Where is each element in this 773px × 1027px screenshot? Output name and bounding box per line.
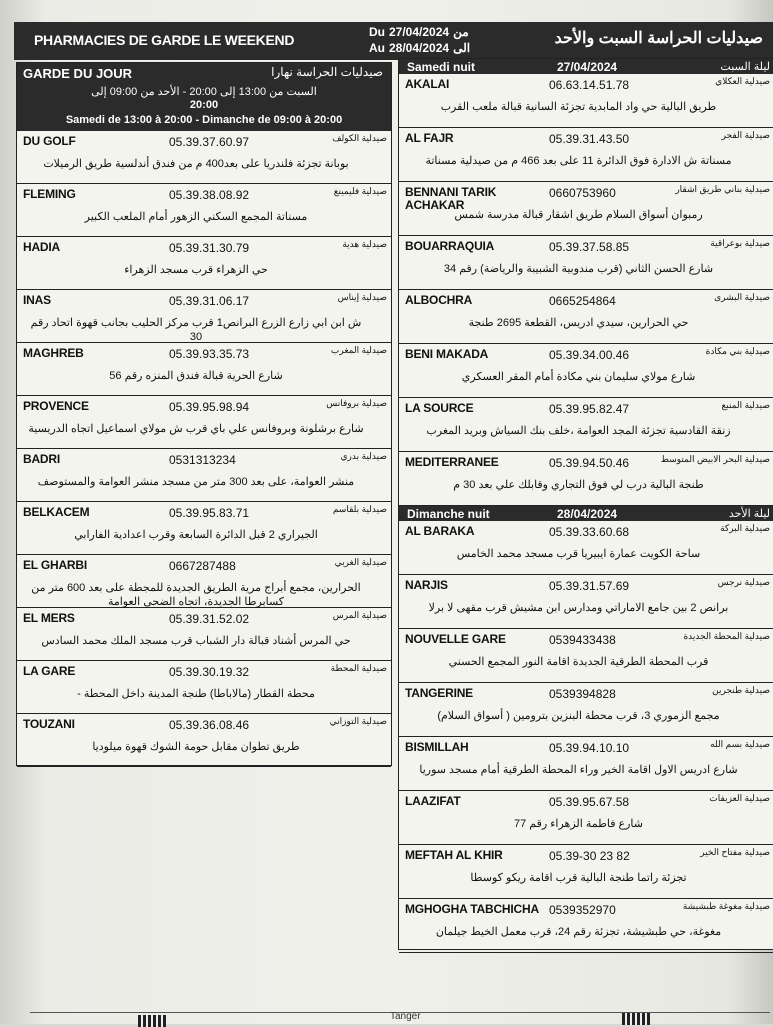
pharmacy-address: زنقة القادسية تجزئة المجد العوامة ،خلف بنك السياش وبريد المغرب: [426, 425, 731, 437]
pharmacy-phone: 05.39.31.52.02: [169, 612, 250, 626]
pharmacy-name-ar: صيدلية هدية: [342, 239, 387, 249]
pharmacy-address: حي الحرارين، سيدي ادريس، القطعة 2695 طنجة: [468, 317, 689, 329]
pharmacy-entry: [399, 290, 773, 344]
pharmacy-address: مسناتة المجمع السكني الزهور أمام الملعب الكبير: [84, 211, 308, 223]
pharmacy-entry: [399, 899, 773, 953]
pharmacy-entry: [399, 452, 773, 506]
pharmacy-address: رمبوان أسواق السلام طريق اشقار قبالة مدرسة شمس: [454, 209, 703, 221]
pharmacy-name-ar: صيدلية المحطة الجديدة: [683, 631, 770, 641]
pharmacy-entry: [17, 343, 391, 396]
pharmacy-name: AL FAJR: [405, 131, 454, 145]
pharmacy-name-ar: صيدلية فليمينغ: [333, 186, 387, 196]
garde-hours-fr: Samedi de 13:00 à 20:00 - Dimanche de 09:00 à 20:00: [65, 114, 343, 126]
pharmacy-phone: 05.39.31.43.50: [549, 132, 630, 146]
pharmacy-address: شارع الحسن الثاني (قرب مندوبية الشبيبة والرياضة) رقم 34: [443, 263, 714, 275]
pharmacy-entry: [399, 791, 773, 845]
pharmacy-name-ar: صيدلية العزيفات: [709, 793, 770, 803]
pharmacy-phone: 0539352970: [549, 903, 616, 917]
samedi-nuit-date: 27/04/2024: [557, 60, 618, 74]
pharmacy-entry: [17, 502, 391, 555]
dimanche-nuit-date: 28/04/2024: [557, 507, 618, 521]
pharmacy-name-ar: صيدلية البحر الابيض المتوسط: [660, 454, 770, 464]
pharmacy-name: BENI MAKADA: [405, 347, 489, 361]
pharmacy-name: HADIA: [23, 240, 60, 254]
pharmacy-name: INAS: [23, 293, 51, 307]
dimanche-nuit-title: Dimanche nuit: [407, 507, 490, 521]
pharmacy-name: ALBOCHRA: [405, 293, 473, 307]
pharmacy-name: LA GARE: [23, 664, 76, 678]
pharmacy-name-ar: صيدلية البركة: [720, 523, 770, 533]
qr-code-icon: [622, 1013, 650, 1025]
pharmacy-phone: 05.39.95.67.58: [549, 795, 630, 809]
page-footer: [30, 1012, 770, 1025]
pharmacy-phone: 05.39.95.98.94: [169, 400, 250, 414]
pharmacy-entry: [17, 131, 391, 184]
pharmacy-entry: [17, 237, 391, 290]
pharmacy-name: EL GHARBI: [23, 558, 87, 572]
garde-hours-ar-end: 20:00: [189, 99, 219, 111]
pharmacy-address: مجمع الزموري 3، قرب محطة البنزين بترومين ( أسواق السلام): [437, 710, 720, 722]
garde-hours-ar: السبت من 13:00 إلى 20:00 - الأحد من 09:00 إلى: [91, 86, 317, 98]
pharmacy-entry: [399, 236, 773, 290]
pharmacy-phone: 05.39.31.30.79: [169, 241, 250, 255]
pharmacy-address: الحرارين، مجمع أبراج مرية الطريق الجديدة للمجطة على بعد 600 متر من كسابرطا الجديدة، اتجاه الضحى العوامة: [31, 582, 361, 608]
pharmacy-address: حي المرس أشناد قبالة دار الشباب قرب مسجد الملك محمد السادس: [41, 635, 351, 647]
pharmacy-name-ar: صيدلية بناني طريق اشقار: [675, 184, 770, 194]
pharmacy-name-ar: صيدلية طنجرين: [712, 685, 770, 695]
pharmacy-name: TOUZANI: [23, 717, 75, 731]
pharmacy-phone: 0539394828: [549, 687, 616, 701]
pharmacy-entry: [17, 661, 391, 714]
pharmacy-phone: 05.39.37.58.85: [549, 240, 630, 254]
du-label: Du: [369, 25, 385, 39]
samedi-nuit-title-ar: ليلة السبت: [720, 61, 770, 73]
samedi-nuit-header: [399, 59, 773, 74]
pharmacy-phone: 05.39.37.60.97: [169, 135, 250, 149]
header-dates: [369, 24, 470, 56]
pharmacy-name-ar: صيدلية بروفانس: [326, 398, 387, 408]
dimanche-nuit-list: [399, 521, 773, 953]
header-title-ar: صيدليات الحراسة السبت والأحد: [554, 30, 763, 47]
pharmacy-name-ar: صيدلية الغربي: [334, 557, 387, 567]
pharmacy-address: الجيراري 2 قبل الدائرة السابعة وقرب اعدادية الفارابي: [74, 529, 318, 541]
pharmacy-phone: 05.39.30.19.32: [169, 665, 250, 679]
pharmacy-name: EL MERS: [23, 611, 75, 625]
pharmacy-name: MGHOGHA TABCHICHA: [405, 902, 539, 916]
pharmacy-entry: [399, 845, 773, 899]
pharmacy-phone: 05.39.94.50.46: [549, 456, 630, 470]
pharmacy-name-ar: صيدلية المنبع: [721, 400, 770, 410]
pharmacy-name-ar: صيدلية البشرى: [714, 292, 770, 302]
page-header: [14, 22, 773, 60]
pharmacy-phone: 05.39-30 23 82: [549, 849, 630, 863]
pharmacy-address: مسناتة ش الادارة فوق الدائرة 11 على بعد 466 م من صيدلية مسناتة: [425, 155, 732, 167]
pharmacy-name-ar: صيدلية نرجس: [717, 577, 770, 587]
du-date: 27/04/2024: [389, 25, 450, 39]
pharmacy-entry: [17, 555, 391, 608]
pharmacy-name-ar: صيدلية بوعراقية: [710, 238, 770, 248]
samedi-nuit-list: [399, 74, 773, 506]
du-ar: من: [453, 25, 469, 39]
garde-du-jour-title-ar: صيدليات الحراسة نهارا: [271, 65, 383, 79]
pharmacy-entry: [17, 449, 391, 502]
pharmacy-address: شارع ادريس الاول اقامة الخير وراء المحطة الطرقية أمام مسجد سوريا: [419, 764, 738, 776]
garde-du-jour-header: [17, 63, 391, 131]
pharmacy-address: ش ابن ابي زارع الزرع البرانص1 قرب مركز الحليب بجانب قهوة اتحاد رقم 30: [30, 317, 362, 343]
pharmacy-phone: 05.39.93.35.73: [169, 347, 250, 361]
pharmacy-phone: 05.39.95.83.71: [169, 506, 250, 520]
pharmacy-phone: 0531313234: [169, 453, 236, 467]
pharmacy-phone: 05.39.94.10.10: [549, 741, 630, 755]
pharmacy-name: BELKACEM: [23, 505, 90, 519]
pharmacy-entry: [399, 575, 773, 629]
pharmacy-name-ar: صيدلية الفجر: [721, 130, 770, 140]
pharmacy-name: LAAZIFAT: [405, 794, 461, 808]
pharmacy-phone: 05.39.33.60.68: [549, 525, 630, 539]
pharmacy-name-ar: صيدلية الكولف: [332, 133, 387, 143]
pharmacy-name: LA SOURCE: [405, 401, 474, 415]
pharmacy-name: NOUVELLE GARE: [405, 632, 506, 646]
pharmacy-entry: [399, 629, 773, 683]
pharmacy-name: BISMILLAH: [405, 740, 469, 754]
pharmacy-phone: 0665254864: [549, 294, 616, 308]
pharmacy-entry: [399, 182, 773, 236]
pharmacy-entry: [399, 521, 773, 575]
pharmacy-address: ساحة الكويت عمارة ايبيريا قرب مسجد محمد الخامس: [456, 548, 701, 560]
pharmacy-name-ar: صيدلية العكلاي: [715, 76, 770, 86]
pharmacy-name: MEFTAH AL KHIR: [405, 848, 503, 862]
pharmacy-phone: 06.63.14.51.78: [549, 78, 630, 92]
pharmacy-name-ar: صيدلية المحطة: [330, 663, 387, 673]
pharmacy-name: BOUARRAQUIA: [405, 239, 495, 253]
dimanche-nuit-title-ar: ليلة الأحد: [728, 508, 770, 520]
pharmacy-name-ar: صيدلية بسم الله: [710, 739, 770, 749]
pharmacy-entry: [399, 128, 773, 182]
pharmacy-name: BENNANI TARIK ACHAKAR: [405, 185, 497, 212]
pharmacy-address: شارع مولاي سليمان بني مكادة أمام المقر العسكري: [461, 371, 696, 383]
footer-text: Tanger: [390, 1011, 421, 1022]
pharmacy-name-ar: صيدلية التوزاني: [329, 716, 387, 726]
pharmacy-address: محطة القطار (مالاباطا) طنجة المدينة داخل المحطة -: [77, 688, 315, 700]
pharmacy-name: AL BARAKA: [405, 524, 475, 538]
pharmacy-name: DU GOLF: [23, 134, 76, 148]
pharmacy-name: BADRI: [23, 452, 60, 466]
pharmacy-entry: [17, 608, 391, 661]
pharmacy-name: TANGERINE: [405, 686, 473, 700]
pharmacy-address: قرب المحطة الطرقية الجديدة اقامة النور المجمع الحسني: [448, 656, 709, 668]
pharmacy-name-ar: صيدلية بدري: [340, 451, 387, 461]
pharmacy-name-ar: صيدلية المغرب: [330, 345, 387, 355]
pharmacy-phone: 05.39.31.57.69: [549, 579, 630, 593]
pharmacy-address: بوبانة تجزئة فلندريا على بعد400 م من فندق أندلسية طريق الرميلات: [43, 158, 349, 170]
pharmacy-name-ar: صيدلية بلقاسم: [332, 504, 387, 514]
pharmacy-phone: 0660753960: [549, 186, 616, 200]
dimanche-nuit-header: [399, 506, 773, 521]
pharmacy-phone: 05.39.34.00.46: [549, 348, 630, 362]
pharmacy-entry: [399, 74, 773, 128]
pharmacy-address: حي الزهراء قرب مسجد الزهراء: [124, 264, 268, 276]
au-label: Au: [369, 41, 385, 55]
pharmacy-phone: 05.39.31.06.17: [169, 294, 250, 308]
pharmacy-phone: 05.39.36.08.46: [169, 718, 250, 732]
pharmacy-name: MAGHREB: [23, 346, 84, 360]
pharmacy-phone: 0539433438: [549, 633, 616, 647]
garde-du-jour-column: [16, 62, 392, 766]
pharmacy-entry: [399, 398, 773, 452]
pharmacy-phone: 05.39.38.08.92: [169, 188, 250, 202]
pharmacy-address: شارع الحرية قبالة فندق المنزه رقم 56: [109, 370, 283, 382]
pharmacy-name: PROVENCE: [23, 399, 89, 413]
pharmacy-address: منشر العوامة، على بعد 300 متر من مسجد منشر العوامة والمستوصف: [37, 476, 355, 488]
pharmacy-address: طريق تطوان مقابل حومة الشوك قهوة ميلوديا: [92, 741, 300, 753]
pharmacy-address: طريق البالية حي واد المابدية تجزئة السانية قبالة ملعب القرب: [440, 101, 717, 113]
pharmacy-entry: [17, 714, 391, 767]
pharmacy-address: طنجة البالية درب لي فوق التجاري وقابلك علي بعد 30 م: [453, 479, 704, 491]
pharmacy-entry: [17, 290, 391, 343]
pharmacy-name: MEDITERRANEE: [405, 455, 499, 469]
nuit-column: [398, 58, 773, 950]
pharmacy-address: شارع فاطمة الزهراء رقم 77: [513, 818, 643, 830]
qr-code-icon: [138, 1015, 166, 1027]
pharmacy-name-ar: صيدلية المرس: [332, 610, 387, 620]
pharmacy-name: AKALAI: [405, 77, 450, 91]
pharmacy-name-ar: صيدلية إيناس: [337, 292, 387, 302]
pharmacy-phone: 0667287488: [169, 559, 236, 573]
pharmacy-name-ar: صيدلية بني مكادة: [705, 346, 770, 356]
pharmacy-entry: [399, 344, 773, 398]
pharmacy-name: NARJIS: [405, 578, 448, 592]
pharmacy-entry: [399, 683, 773, 737]
header-title-fr: PHARMACIES DE GARDE LE WEEKEND: [34, 32, 295, 48]
pharmacy-name-ar: صيدلية مفتاح الخير: [700, 847, 770, 857]
pharmacy-phone: 05.39.95.82.47: [549, 402, 630, 416]
pharmacy-entry: [17, 396, 391, 449]
pharmacy-entry: [399, 737, 773, 791]
pharmacy-address: تجزئة راتما طنجة البالية قرب اقامة ريكو كوسطا: [470, 872, 687, 884]
pharmacy-address: شارع برشلونة وبروفانس علي باي قرب ش مولاي اسماعيل اتجاه الدريسية: [28, 423, 364, 435]
au-date: 28/04/2024: [389, 41, 450, 55]
pharmacy-name: FLEMING: [23, 187, 76, 201]
pharmacy-address: برانص 2 بين جامع الاماراتي ومدارس ابن مشيش قرب مقهى لا برلا: [428, 602, 729, 614]
garde-du-jour-title: GARDE DU JOUR: [23, 66, 133, 81]
garde-du-jour-list: [17, 131, 391, 767]
au-ar: الى: [453, 41, 471, 55]
samedi-nuit-title: Samedi nuit: [407, 60, 476, 74]
pharmacy-address: مغوغة، حي طبشيشة، تجزئة رقم 24، قرب معمل الخيط جيلمان: [435, 926, 722, 938]
pharmacy-name-ar: صيدلية مغوغة طبشيشة: [682, 901, 770, 911]
pharmacy-entry: [17, 184, 391, 237]
